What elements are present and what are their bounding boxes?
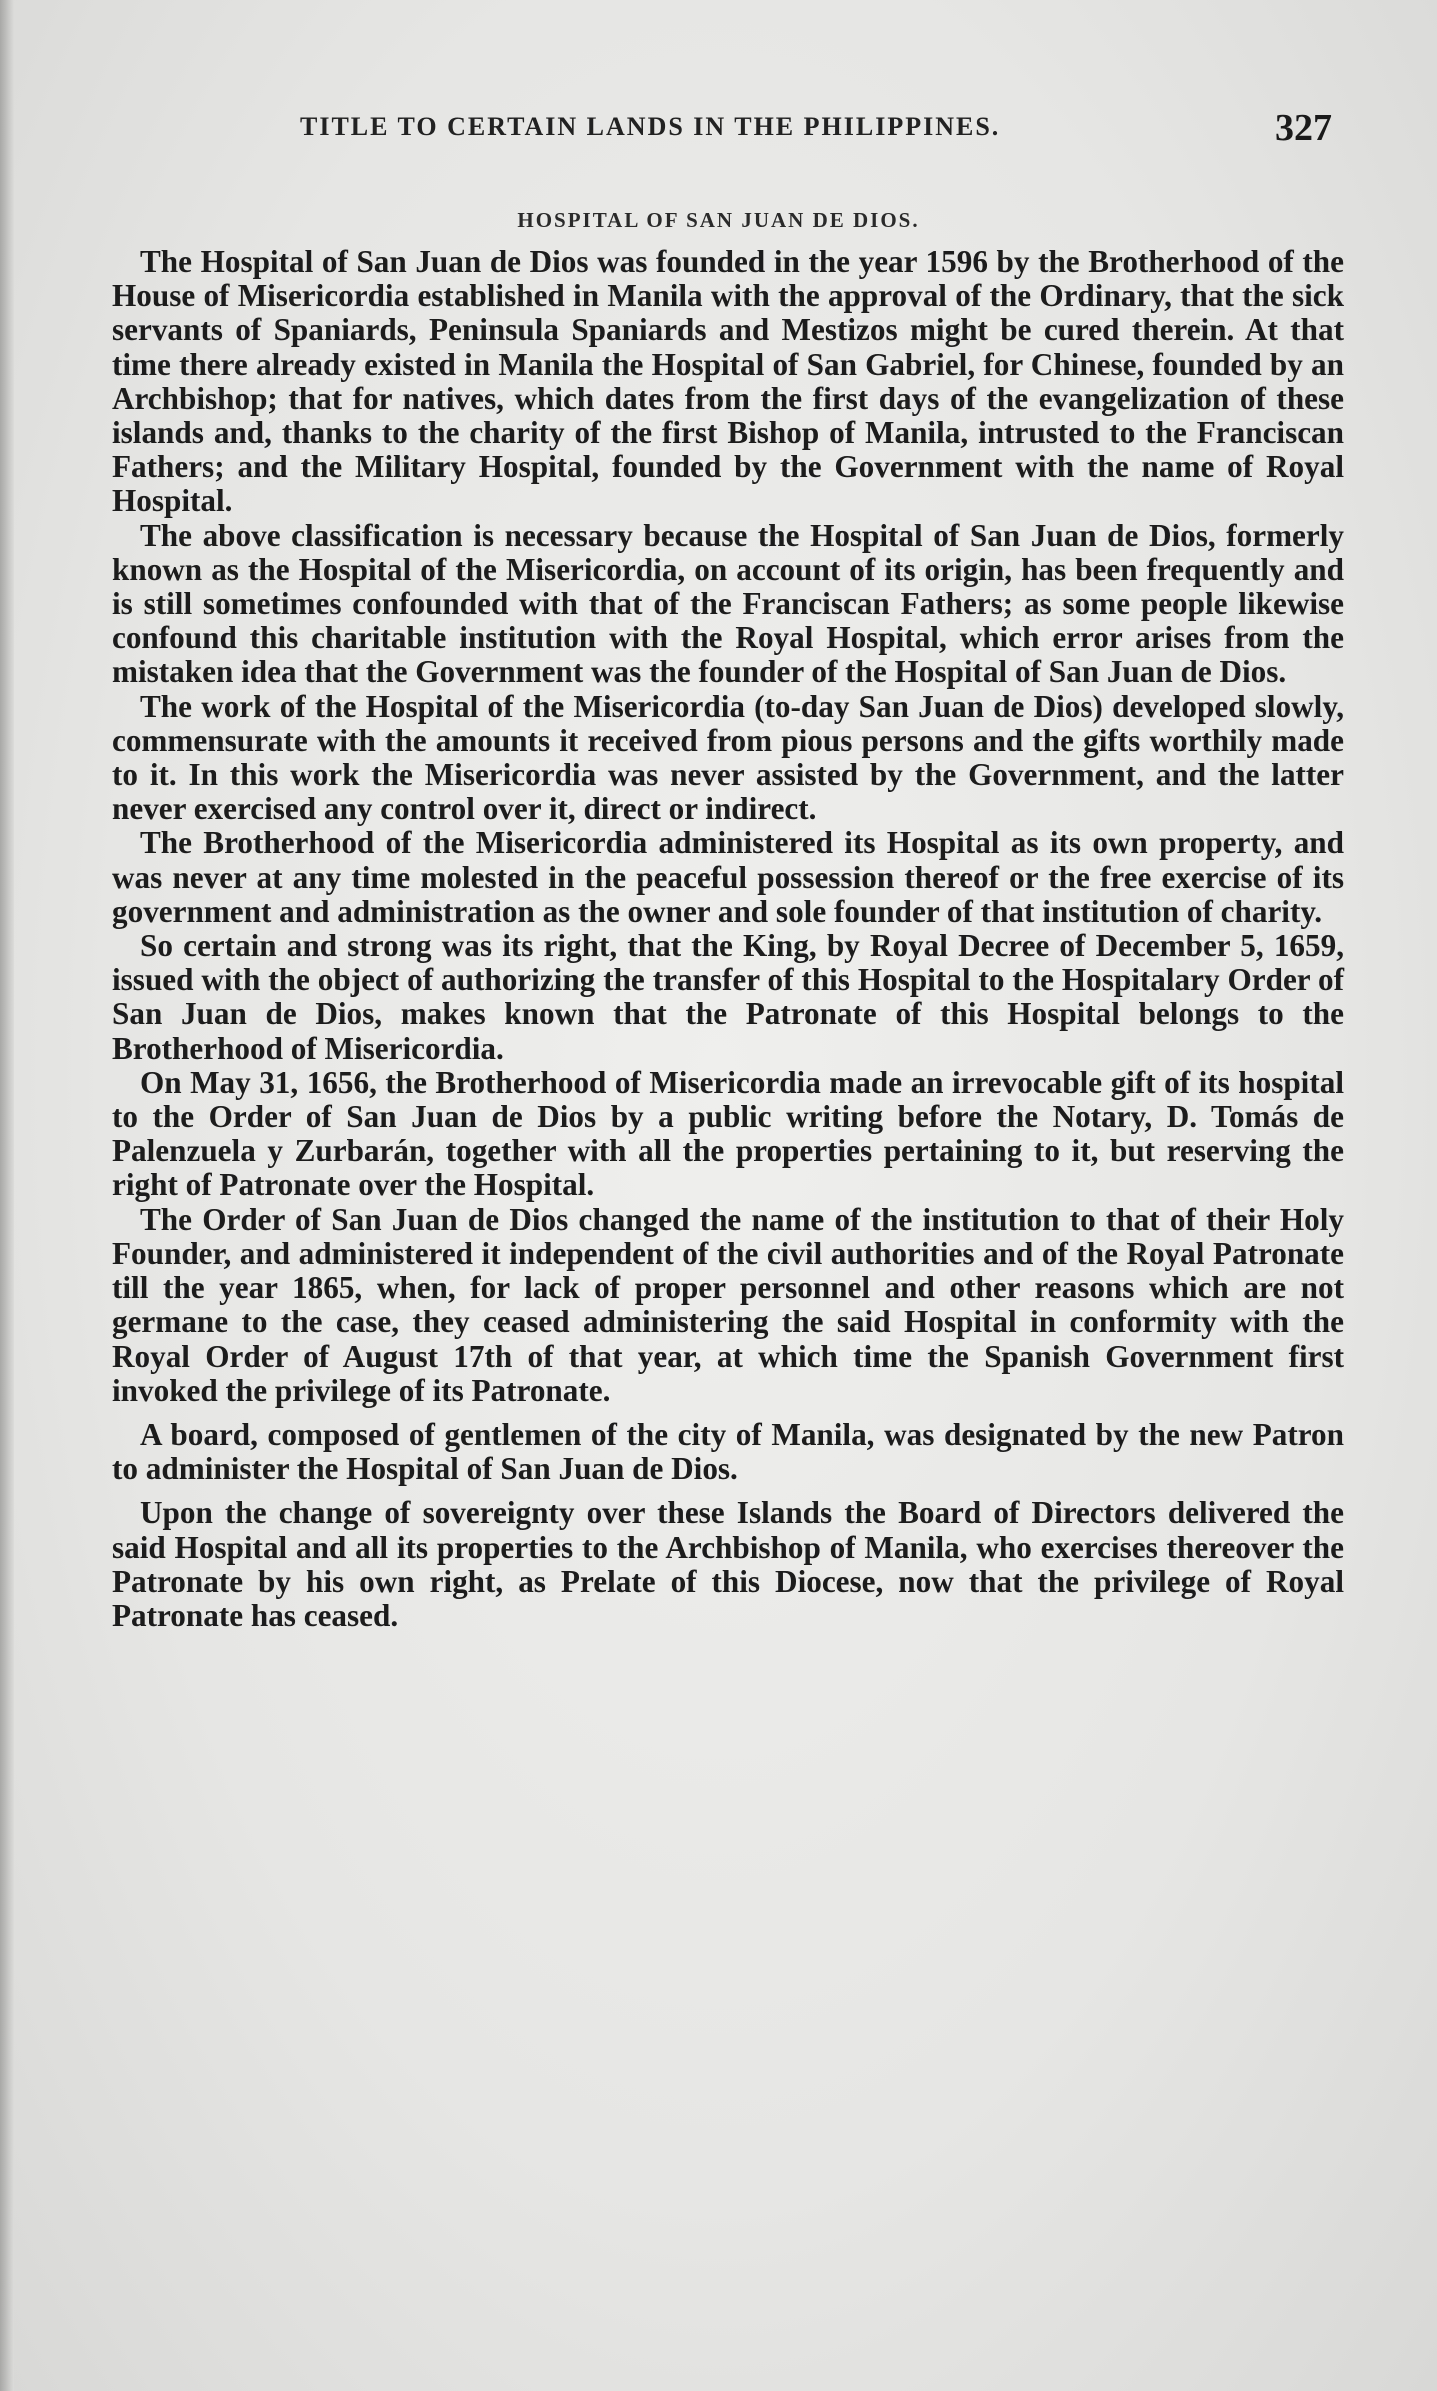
paragraph-4: The Brotherhood of the Misericordia administered its Hospital as its own property, and was never at any time molested in the peaceful possession thereof or the free exercise of its government and administration as the owner and sole founder of that institution of charity.: [112, 825, 1344, 929]
paragraph-6: On May 31, 1656, the Brotherhood of Misericordia made an irrevocable gift of its hospital to the Order of San Juan de Dios by a public writing before the Notary, D. Tomás de Palenzuela y Zurbarán, together with all the properties pertaining to it, but reserving the right of Patronate over the Hospital.: [112, 1064, 1344, 1203]
paragraph-2: The above classification is necessary because the Hospital of San Juan de Dios, formerly known as the Hospital of the Misericordia, on account of its origin, has been frequently and is still sometimes confounded with that of the Franciscan Fathers; as some people likewise confound this charitable institution with the Royal Hospital, which error arises from the mistaken idea that the Government was the founder of the Hospital of San Juan de Dios.: [112, 517, 1344, 690]
page-edge-shadow: [0, 0, 14, 2391]
body-text: [112, 245, 1344, 1633]
section-title: HOSPITAL OF SAN JUAN DE DIOS.: [517, 208, 920, 232]
running-head: TITLE TO CERTAIN LANDS IN THE PHILIPPINES.: [300, 112, 1001, 141]
paragraph-3: The work of the Hospital of the Misericordia (to-day San Juan de Dios) developed slowly, commensurate with the amounts it received from pious persons and the gifts worthily made to it. In this work the Misericordia was never assisted by the Government, and the latter never exercised any control over it, direct or indirect.: [112, 688, 1344, 827]
paragraph-7: The Order of San Juan de Dios changed the name of the institution to that of their Holy Founder, and administered it independent of the civil authorities and of the Royal Patronate till the year 1865, when, for lack of proper personnel and other reasons which are not germane to the case, they ceased administering the said Hospital in conformity with the Royal Order of August 17th of that year, at which time the Spanish Government first invoked the privilege of its Patronate.: [112, 1201, 1344, 1408]
paragraph-1: The Hospital of San Juan de Dios was founded in the year 1596 by the Brotherhood of the House of Misericordia established in Manila with the approval of the Ordinary, that the sick servants of Spaniards, Peninsula Spaniards and Mestizos might be cured therein. At that time there already existed in Manila the Hospital of San Gabriel, for Chinese, founded by an Archbishop; that for natives, which dates from the first days of the evangelization of these islands and, thanks to the charity of the first Bishop of Manila, intrusted to the Franciscan Fathers; and the Military Hospital, founded by the Government with the name of Royal Hospital.: [112, 244, 1344, 519]
page-number: 327: [1275, 107, 1332, 149]
paragraph-8: A board, composed of gentlemen of the city of Manila, was designated by the new Patron to administer the Hospital of San Juan de Dios.: [112, 1416, 1344, 1487]
paragraph-5: So certain and strong was its right, that the King, by Royal Decree of December 5, 1659, issued with the object of authorizing the transfer of this Hospital to the Hospitalary Order of San Juan de Dios, makes known that the Patronate of this Hospital belongs to the Brotherhood of Misericordia.: [112, 928, 1344, 1066]
paragraph-9: Upon the change of sovereignty over these Islands the Board of Directors delivered the said Hospital and all its properties to the Archbishop of Manila, who exercises thereover the Patronate by his own right, as Prelate of this Diocese, now that the privilege of Royal Patronate has ceased.: [112, 1495, 1344, 1633]
